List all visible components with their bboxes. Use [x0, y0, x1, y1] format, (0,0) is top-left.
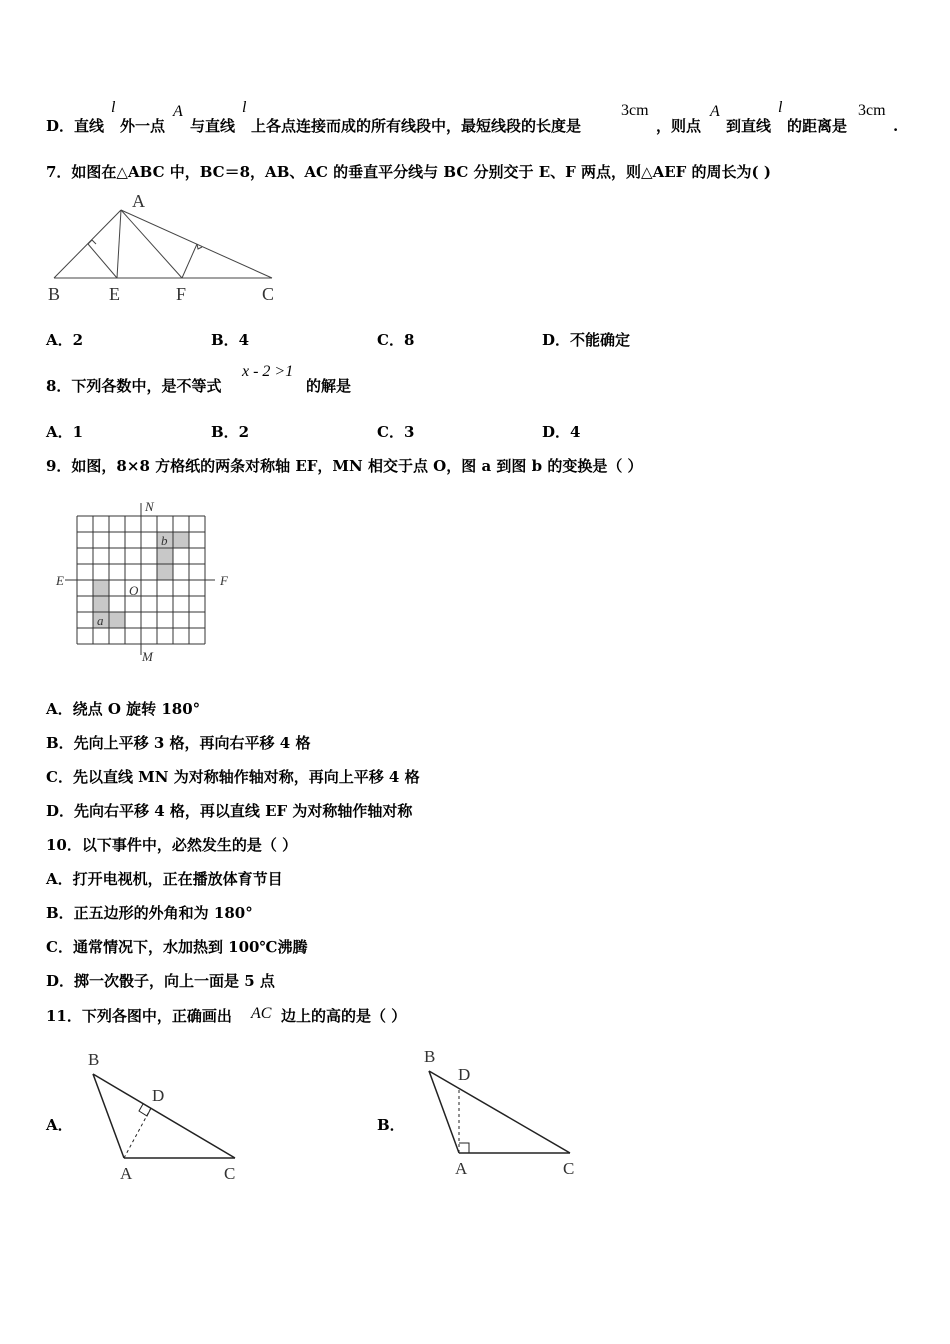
q10-stem: 10．以下事件中，必然发生的是（ ） — [46, 836, 298, 854]
q6d-text-5: ，则点 — [656, 117, 702, 135]
q11b-right-angle-mark — [459, 1143, 469, 1153]
q6d-text-8: . — [893, 117, 899, 135]
q8-stem-a: 8．下列各数中，是不等式 — [46, 377, 222, 395]
q7-stem: 7．如图在△ABC 中，BC＝8，AB、AC 的垂直平分线与 BC 分别交于 E、F 两点，则△AEF 的周长为( ) — [46, 163, 771, 181]
q7-option-c[interactable]: C．8 — [377, 331, 415, 349]
q7-segment-af — [121, 210, 182, 278]
q11-option-a[interactable]: A． — [46, 1116, 73, 1134]
q11b-side-bc — [429, 1071, 570, 1153]
q7-option-a[interactable]: A．2 — [46, 331, 84, 349]
q8-option-b[interactable]: B．2 — [211, 423, 250, 441]
q7-option-d[interactable]: D．不能确定 — [542, 331, 631, 349]
q8-option-c[interactable]: C．3 — [377, 423, 415, 441]
q9-option-b[interactable]: B．先向上平移 3 格，再向右平移 4 格 — [46, 734, 311, 752]
q11b-label-a: A — [455, 1159, 468, 1178]
q9-label-f: F — [220, 573, 228, 588]
q11b-label-d: D — [458, 1065, 471, 1084]
q7-label-f: F — [176, 284, 187, 304]
q11-option-b[interactable]: B． — [377, 1116, 405, 1134]
q11b-label-c: C — [563, 1159, 575, 1178]
q7-option-b[interactable]: B．4 — [211, 331, 250, 349]
q9-label-a: a — [97, 613, 104, 628]
q10-option-d[interactable]: D．掷一次骰子，向上一面是 5 点 — [46, 972, 275, 990]
q6d-label: D． — [46, 117, 75, 135]
q6d-text-7: 的距离是 — [787, 117, 848, 135]
q9-label-n: N — [145, 499, 154, 514]
q11a-label-b: B — [88, 1050, 100, 1069]
q11-formula: AC — [251, 1005, 272, 1022]
q7-triangle-figure — [40, 190, 290, 310]
q9-grid-figure — [50, 495, 240, 670]
q7-perp-bisector-ab — [88, 244, 117, 278]
q6d-A-2: A — [710, 103, 720, 120]
q11-figure-a — [80, 1045, 250, 1190]
q6d-l-2: l — [242, 99, 247, 116]
q7-label-b: B — [48, 284, 61, 304]
q8-option-a[interactable]: A．1 — [46, 423, 84, 441]
q6d-cm-1: 3cm — [621, 102, 649, 119]
q6d-cm-2: 3cm — [858, 102, 886, 119]
q6d-text-3: 与直线 — [190, 117, 236, 135]
q7-side-ab — [54, 210, 121, 278]
q10-option-a[interactable]: A．打开电视机，正在播放体育节目 — [46, 870, 283, 888]
q11a-label-c: C — [224, 1164, 236, 1183]
q9-label-o: O — [129, 583, 139, 598]
q11a-label-a: A — [120, 1164, 133, 1183]
q9-stem: 9．如图，8×8 方格纸的两条对称轴 EF，MN 相交于点 O，图 a 到图 b 的变换是（ ） — [46, 457, 643, 475]
q11-figure-b — [418, 1043, 588, 1188]
q10-option-b[interactable]: B．正五边形的外角和为 180° — [46, 904, 253, 922]
q6d-A-1: A — [173, 103, 183, 120]
q6d-text-1: 直线 — [74, 117, 105, 135]
q9-option-a[interactable]: A．绕点 O 旋转 180° — [46, 700, 201, 718]
q6d-l-3: l — [778, 99, 783, 116]
q9-label-m: M — [142, 649, 153, 664]
q6d-text-4: 上各点连接而成的所有线段中，最短线段的长度是 — [251, 117, 582, 135]
q11b-side-ba — [429, 1071, 459, 1153]
q11b-label-b: B — [424, 1047, 436, 1066]
q7-label-e: E — [109, 284, 120, 304]
q11-stem-b: 边上的高的是（ ） — [281, 1007, 407, 1025]
q7-label-c: C — [262, 284, 275, 304]
q10-option-c[interactable]: C．通常情况下，水加热到 100℃沸腾 — [46, 938, 308, 956]
q6d-l-1: l — [111, 99, 116, 116]
q9-label-b: b — [161, 533, 168, 548]
q8-option-d[interactable]: D．4 — [542, 423, 581, 441]
q7-segment-ae — [117, 210, 121, 278]
q7-label-a: A — [132, 191, 145, 211]
q11a-side-ba — [93, 1074, 124, 1158]
q6d-text-2: 外一点 — [120, 117, 166, 135]
q11-stem-a: 11．下列各图中，正确画出 — [46, 1007, 232, 1025]
q11a-right-angle-mark — [139, 1104, 151, 1116]
q11a-label-d: D — [152, 1086, 165, 1105]
q9-label-e: E — [56, 573, 64, 588]
q6d-text-6: 到直线 — [726, 117, 772, 135]
q9-option-d[interactable]: D．先向右平移 4 格，再以直线 EF 为对称轴作轴对称 — [46, 802, 413, 820]
q7-perp-bisector-ac — [182, 244, 197, 278]
q8-stem-b: 的解是 — [306, 377, 352, 395]
q8-formula: x - 2 >1 — [242, 363, 294, 380]
q9-option-c[interactable]: C．先以直线 MN 为对称轴作轴对称，再向上平移 4 格 — [46, 768, 420, 786]
